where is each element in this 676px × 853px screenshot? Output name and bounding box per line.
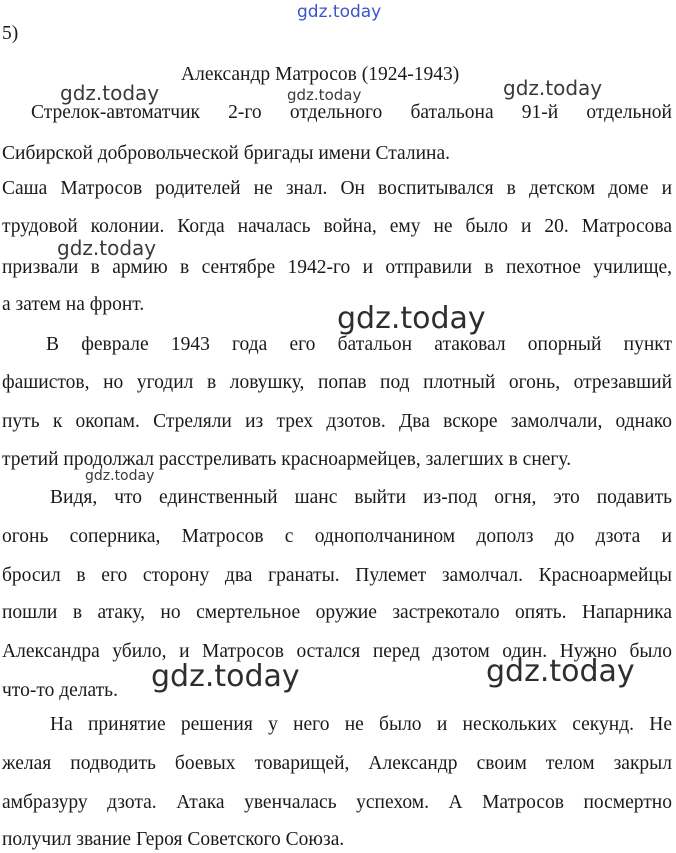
- text-line: фашистов, но угодил в ловушку, попав под плотный огонь, отрезавший: [2, 372, 672, 393]
- text-line: путь к окопам. Стреляли из трех дзотов. Два вскоре замолчали, однако: [2, 411, 672, 432]
- watermark: gdz.today: [85, 468, 155, 484]
- text-line: желая подводить боевых товарищей, Александр своим телом закрыл: [2, 753, 672, 774]
- watermark: gdz.today: [337, 301, 486, 336]
- text-line: получил звание Героя Советского Союза.: [2, 829, 345, 850]
- text-line: Сибирской добровольческой бригады имени Сталина.: [2, 143, 450, 164]
- watermark: gdz.today: [151, 659, 300, 694]
- text-line: бросил в его сторону два гранаты. Пулемет замолчал. Красноармейцы: [2, 565, 672, 586]
- watermark: gdz.today: [57, 236, 157, 260]
- text-line: третий продолжал расстреливать красноармейцев, залегших в снегу.: [2, 449, 572, 470]
- watermark-top: gdz.today: [297, 2, 382, 22]
- watermark: gdz.today: [503, 76, 603, 100]
- text-line: что-то делать.: [2, 680, 118, 701]
- text-line: Саша Матросов родителей не знал. Он воспитывался в детском доме и: [2, 178, 672, 199]
- text-line: а затем на фронт.: [2, 294, 145, 315]
- text-line: амбразуру дзота. Атака увенчалась успехом. А Матросов посмертно: [2, 792, 672, 813]
- task-number: 5): [2, 23, 19, 44]
- text-line: призвали в армию в сентябре 1942-го и отправили в пехотное училище,: [2, 257, 672, 278]
- document-title: Александр Матросов (1924-1943): [181, 64, 460, 85]
- text-line: Стрелок-автоматчик 2-го отдельного батальона 91-й отдельной: [31, 102, 672, 123]
- watermark: gdz.today: [486, 654, 635, 689]
- text-line: пошли в атаку, но смертельное оружие застрекотало опять. Напарника: [2, 602, 672, 623]
- watermark: gdz.today: [60, 81, 160, 105]
- text-line: Видя, что единственный шанс выйти из-под огня, это подавить: [50, 487, 672, 508]
- text-line: Александра убило, и Матросов остался перед дзотом один. Нужно было: [2, 641, 672, 662]
- text-line: огонь соперника, Матросов с однополчанином дополз до дзота и: [2, 526, 672, 547]
- watermark: gdz.today: [287, 86, 362, 104]
- text-line: трудовой колонии. Когда началась война, ему не было и 20. Матросова: [2, 216, 672, 237]
- text-line: В феврале 1943 года его батальон атаковал опорный пункт: [46, 334, 672, 355]
- text-line: На принятие решения у него не было и нескольких секунд. Не: [50, 714, 672, 735]
